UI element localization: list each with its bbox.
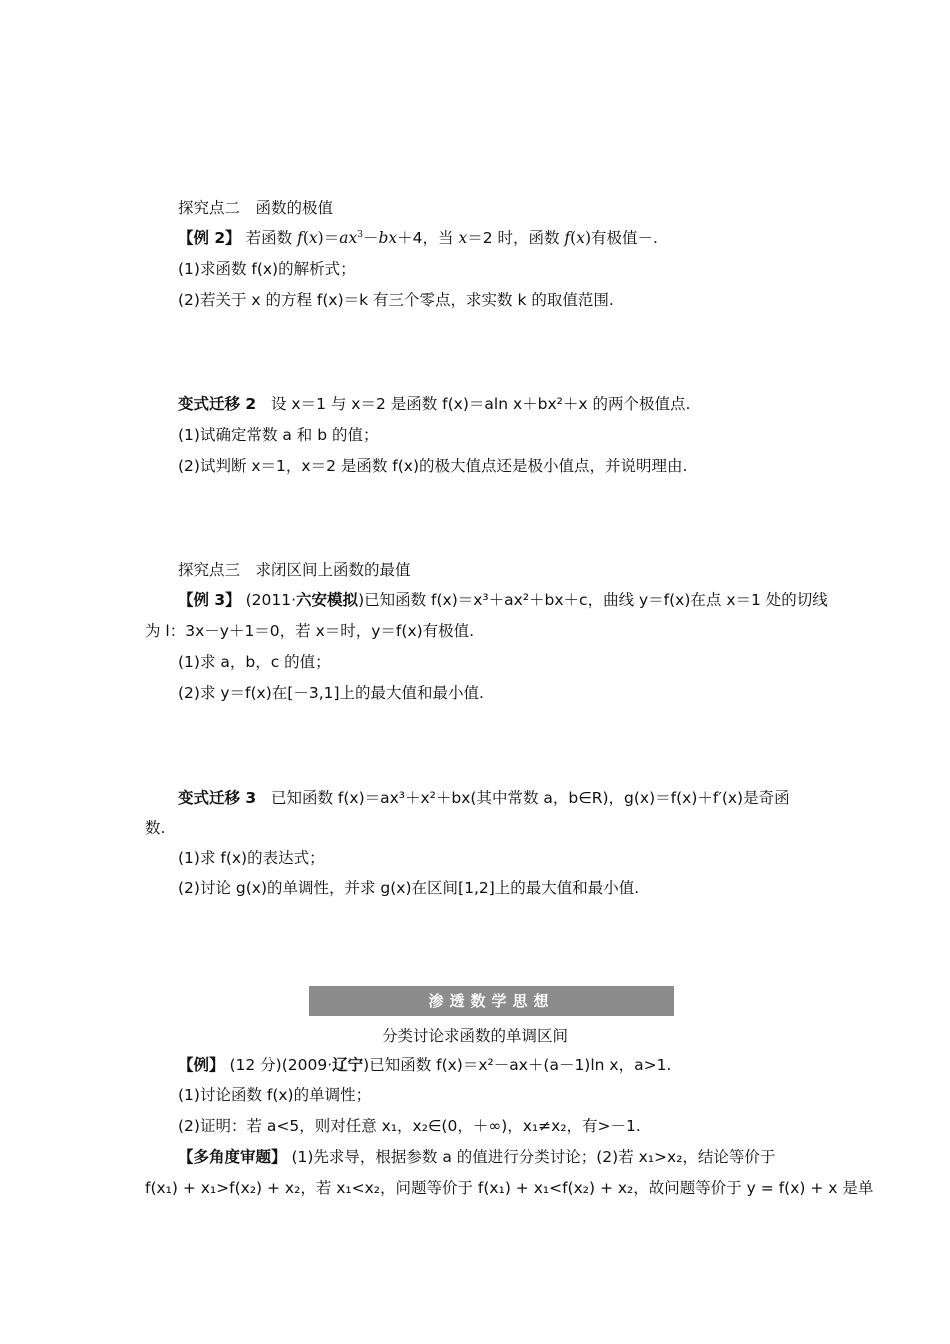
- final-question-1: (1)讨论函数 f(x)的单调性；: [178, 1086, 372, 1104]
- example-3-line-2: 为 l：3x－y＋1＝0，若 x＝时，y＝f(x)有极值.: [145, 622, 475, 640]
- final-example-statement: 【例】 (12 分)(2009·辽宁)已知函数 f(x)＝x²－ax＋(a－1)ln x，a>1.: [178, 1056, 672, 1074]
- example-tag: 【例】: [178, 1056, 225, 1074]
- variant-3-line-2: 数.: [145, 819, 166, 837]
- variant-lead: 变式迁移 3: [178, 789, 257, 807]
- multi-angle-tag: 【多角度审题】: [178, 1148, 287, 1166]
- banner-subtitle: 分类讨论求函数的单调区间: [381, 1027, 568, 1045]
- final-question-2: (2)证明：若 a<5，则对任意 x₁，x₂∈(0，＋∞)，x₁≠x₂，有>－1.: [178, 1117, 641, 1135]
- example-3-question-2: (2)求 y＝f(x)在[－3,1]上的最大值和最小值.: [178, 684, 484, 702]
- example-tag: 【例 2】: [178, 229, 241, 247]
- variant-2-question-1: (1)试确定常数 a 和 b 的值；: [178, 426, 379, 444]
- section-heading-3: 探究点三 求闭区间上函数的最值: [178, 561, 411, 579]
- interval: [1,2]: [458, 879, 495, 897]
- variant-lead: 变式迁移 2: [178, 395, 257, 413]
- variant-2-question-2: (2)试判断 x＝1，x＝2 是函数 f(x)的极大值点还是极小值点，并说明理由.: [178, 457, 688, 475]
- example-3-question-1: (1)求 a，b，c 的值；: [178, 653, 331, 671]
- multi-angle-line-1: 【多角度审题】 (1)先求导，根据参数 a 的值进行分类讨论；(2)若 x₁>x₂，结论等价于: [178, 1148, 776, 1166]
- section-banner: 渗透数学思想: [309, 986, 674, 1016]
- interval: [－3,1]: [287, 684, 340, 702]
- variant-3-line-1: 变式迁移 3 已知函数 f(x)＝ax³＋x²＋bx(其中常数 a，b∈R)，g(x)＝f(x)＋f′(x)是奇函: [178, 789, 790, 807]
- variant-2-statement: 变式迁移 2 设 x＝1 与 x＝2 是函数 f(x)＝aln x＋bx²＋x 的两个极值点.: [178, 395, 691, 413]
- multi-angle-line-2: f(x₁) + x₁>f(x₂) + x₂，若 x₁<x₂，问题等价于 f(x₁) + x₁<f(x₂) + x₂，故问题等价于 y = f(x) + x 是单: [145, 1179, 874, 1197]
- variant-3-question-2: (2)讨论 g(x)的单调性，并求 g(x)在区间[1,2]上的最大值和最小值.: [178, 879, 640, 897]
- variant-3-question-1: (1)求 f(x)的表达式；: [178, 849, 325, 867]
- example-3-line-1: 【例 3】 (2011·六安模拟)已知函数 f(x)＝x³＋ax²＋bx＋c，曲线 y＝f(x)在点 x＝1 处的切线: [178, 591, 828, 609]
- question-1: (1)求函数 f(x)的解析式；: [178, 260, 356, 278]
- example-2-statement: 【例 2】 若函数 $f(x)=ax^3-bx+4$，当 x＝2 时，函数 f(x)有极值－.: [178, 229, 658, 247]
- question-2: (2)若关于 x 的方程 f(x)＝k 有三个零点，求实数 k 的取值范围.: [178, 291, 614, 309]
- source-place: 辽宁: [332, 1056, 364, 1074]
- example-tag: 【例 3】: [178, 591, 241, 609]
- section-heading-2: 探究点二 函数的极值: [178, 199, 334, 217]
- source-place: 六安模拟: [296, 591, 359, 609]
